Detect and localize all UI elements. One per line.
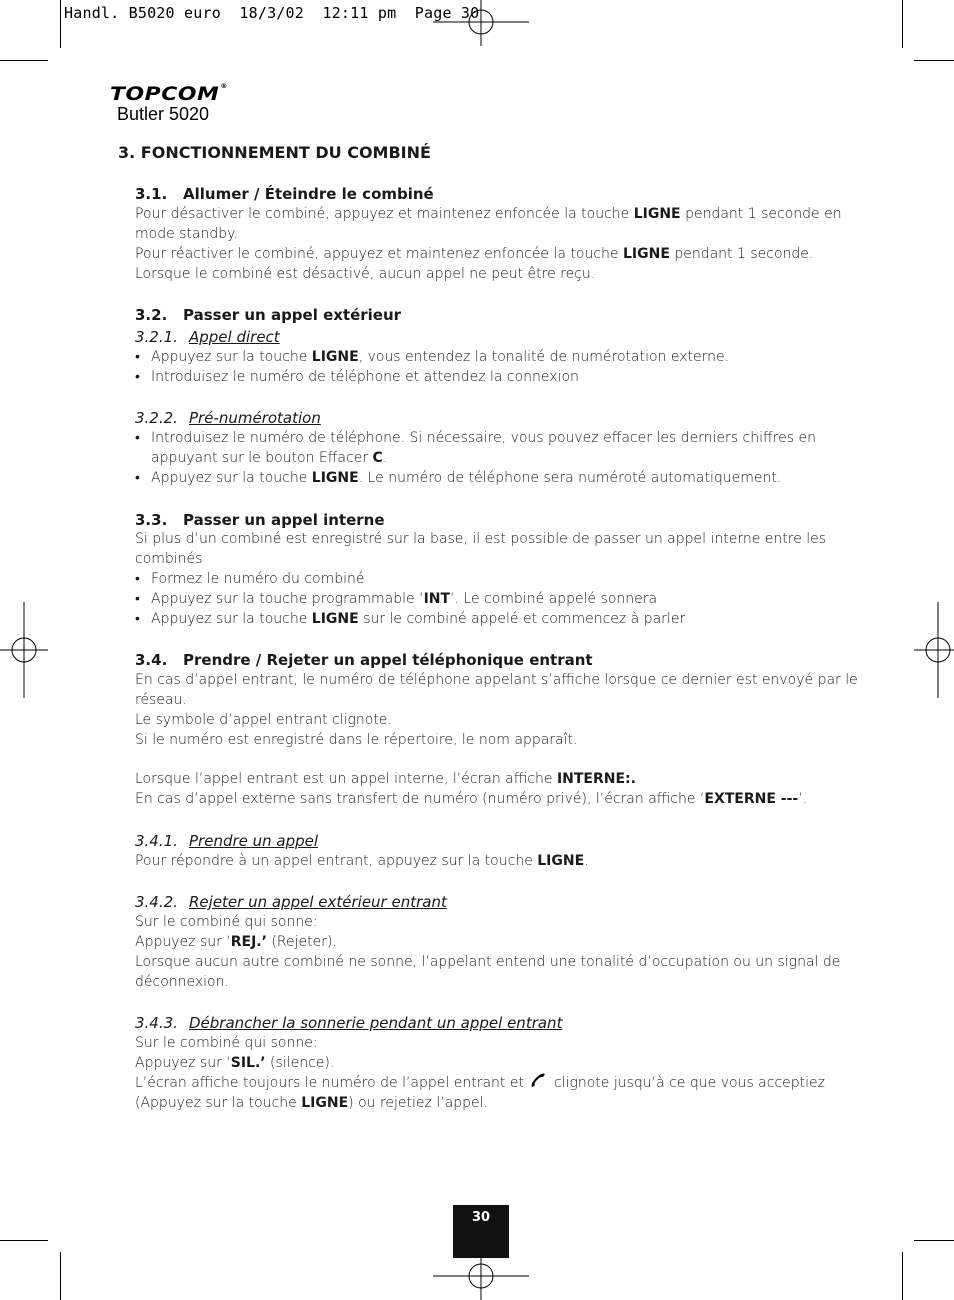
crop-mark-tr-h xyxy=(914,60,954,61)
paragraph-line: En cas d’appel entrant, le numéro de téléphone appelant s’affiche lorsque ce dernier est envoyé par le xyxy=(135,672,858,688)
paragraph-line: Lorsque l’appel entrant est un appel interne, l’écran affiche INTERNE:. xyxy=(135,771,636,787)
section-title: 3. FONCTIONNEMENT DU COMBINÉ xyxy=(118,143,431,162)
paragraph-line: Sur le combiné qui sonne: xyxy=(135,914,318,930)
paragraph-line: Appuyez sur ‘REJ.’ (Rejeter). xyxy=(135,934,337,950)
paragraph-line: Pour répondre à un appel entrant, appuyez sur la touche LIGNE. xyxy=(135,853,589,869)
list-item: • Appuyez sur la touche LIGNE, vous entendez la tonalité de numérotation externe. xyxy=(135,347,729,367)
list-item: • Formez le numéro du combiné xyxy=(135,569,364,589)
paragraph-line: déconnexion. xyxy=(135,974,229,990)
paragraph-line: Si plus d’un combiné est enregistré sur la base, il est possible de passer un appel interne entre les xyxy=(135,531,827,547)
paragraph-line: Appuyez sur ‘SIL.’ (silence). xyxy=(135,1055,335,1071)
list-item: • Introduisez le numéro de téléphone et attendez la connexion xyxy=(135,367,579,387)
paragraph-line: combinés xyxy=(135,551,203,567)
paragraph-line: Si le numéro est enregistré dans le répertoire, le nom apparaît. xyxy=(135,732,578,748)
crop-mark-bl-v xyxy=(60,1252,61,1300)
crop-mark-br-v xyxy=(902,1252,903,1300)
heading-3-2: 3.2. Passer un appel extérieur xyxy=(135,306,402,324)
registration-mark-top xyxy=(433,0,529,48)
paragraph-line: réseau. xyxy=(135,692,187,708)
crop-mark-tl-v xyxy=(60,0,61,48)
heading-3-4-2: 3.4.2. Rejeter un appel extérieur entrant xyxy=(135,893,447,911)
heading-3-1: 3.1. Allumer / Éteindre le combiné xyxy=(135,185,434,203)
paragraph-line: Sur le combiné qui sonne: xyxy=(135,1035,318,1051)
heading-3-4-3: 3.4.3. Débrancher la sonnerie pendant un appel entrant xyxy=(135,1014,563,1032)
printer-slug: Handl. B5020 euro 18/3/02 12:11 pm Page 30 xyxy=(64,4,480,22)
crop-mark-tr-v xyxy=(902,0,903,48)
paragraph-line: mode standby. xyxy=(135,226,238,242)
heading-3-2-1: 3.2.1. Appel direct xyxy=(135,328,280,346)
paragraph-line: Pour désactiver le combiné, appuyez et maintenez enfoncée la touche LIGNE pendant 1 seconde en xyxy=(135,206,842,222)
crop-mark-br-h xyxy=(914,1240,954,1241)
list-item: • Appuyez sur la touche programmable ‘INT’. Le combiné appelé sonnera xyxy=(135,589,657,609)
list-item: • Appuyez sur la touche LIGNE sur le combiné appelé et commencez à parler xyxy=(135,609,685,629)
paragraph-line: En cas d’appel externe sans transfert de numéro (numéro privé), l’écran affiche ‘EXTERNE ---‘. xyxy=(135,791,808,807)
page-number: 30 xyxy=(453,1205,509,1258)
heading-3-2-2: 3.2.2. Pré-numérotation xyxy=(135,409,321,427)
crop-mark-bl-h xyxy=(0,1240,48,1241)
registration-mark-left xyxy=(0,602,48,698)
list-item-continued: appuyant sur le bouton Effacer C. xyxy=(151,450,388,466)
list-item: • Introduisez le numéro de téléphone. Si nécessaire, vous pouvez effacer les derniers chiffres en xyxy=(135,428,816,448)
paragraph-line: Le symbole d’appel entrant clignote. xyxy=(135,712,392,728)
paragraph-line: Pour réactiver le combiné, appuyez et maintenez enfoncée la touche LIGNE pendant 1 seconde. xyxy=(135,246,814,262)
paragraph-line: Lorsque le combiné est désactivé, aucun appel ne peut être reçu. xyxy=(135,266,596,282)
model-name: Butler 5020 xyxy=(117,104,210,124)
crop-mark-tl-h xyxy=(0,60,48,61)
paragraph-line: (Appuyez sur la touche LIGNE) ou rejetiez l’appel. xyxy=(135,1095,488,1111)
registration-mark-right xyxy=(914,602,954,698)
heading-3-4: 3.4. Prendre / Rejeter un appel téléphonique entrant xyxy=(135,651,593,669)
paragraph-line: Lorsque aucun autre combiné ne sonne, l’appelant entend une tonalité d’occupation ou un signal de xyxy=(135,954,841,970)
list-item: • Appuyez sur la touche LIGNE. Le numéro de téléphone sera numéroté automatiquement. xyxy=(135,468,781,488)
topcom-logo: TOPCOM® xyxy=(110,83,228,105)
registration-mark-bottom xyxy=(433,1252,529,1300)
handset-icon xyxy=(528,1073,548,1089)
heading-3-4-1: 3.4.1. Prendre un appel xyxy=(135,832,319,850)
paragraph-line: L’écran affiche toujours le numéro de l’appel entrant et clignote jusqu’à ce que vous acceptiez xyxy=(135,1075,825,1091)
heading-3-3: 3.3. Passer un appel interne xyxy=(135,511,385,529)
